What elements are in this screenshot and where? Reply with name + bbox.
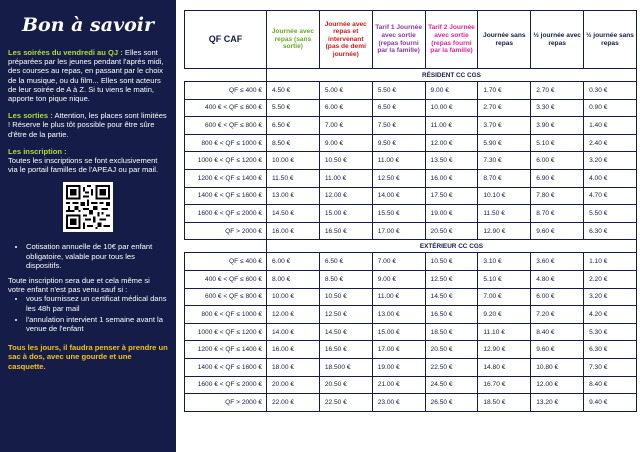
price-cell: 4.70 € [584, 187, 637, 205]
section-label: RÉSIDENT CC CGS [267, 69, 637, 82]
price-cell: 11.00 € [319, 169, 372, 187]
price-cell: 7.50 € [372, 117, 425, 135]
footer-note: Tous les jours, il faudra penser à prendre un sac à dos, avec une gourde et une casquette. [8, 343, 168, 371]
price-cell: 10.10 € [478, 187, 531, 205]
info-panel [0, 0, 176, 452]
price-cell: 16.50 € [319, 222, 372, 240]
price-cell: 6.30 € [584, 222, 637, 240]
price-cell: 12.50 € [372, 169, 425, 187]
table-row [185, 341, 637, 359]
price-cell: 16.50 € [425, 306, 478, 324]
price-cell: 20.50 € [319, 376, 372, 394]
qf-range-cell: 1400 € < QF ≤ 1600 € [185, 358, 267, 376]
qf-range-cell: 800 € < QF ≤ 1000 € [185, 134, 267, 152]
price-cell: 22.50 € [425, 358, 478, 376]
table-body [185, 69, 637, 412]
price-cell: 14.50 € [319, 323, 372, 341]
price-cell: 18.50 € [478, 394, 531, 412]
price-cell: 5.50 € [267, 99, 320, 117]
price-cell: 9.00 € [319, 134, 372, 152]
tarif-table [184, 10, 637, 412]
qf-range-cell: 1200 € < QF ≤ 1400 € [185, 169, 267, 187]
qf-range-cell: QF ≤ 400 € [185, 82, 267, 100]
qf-range-cell: 400 € < QF ≤ 600 € [185, 270, 267, 288]
price-cell: 3.60 € [531, 253, 584, 271]
price-cell: 14.00 € [372, 187, 425, 205]
price-cell: 24.50 € [425, 376, 478, 394]
price-cell: 5.00 € [319, 82, 372, 100]
sorties-paragraph [8, 111, 168, 139]
table-row [185, 82, 637, 100]
price-cell: 10.00 € [267, 152, 320, 170]
column-header: QF CAF [185, 11, 267, 69]
qf-range-cell: 600 € < QF ≤ 800 € [185, 117, 267, 135]
price-cell: 5.50 € [584, 205, 637, 223]
price-cell: 8.40 € [531, 323, 584, 341]
price-cell: 9.60 € [531, 341, 584, 359]
table-row [185, 358, 637, 376]
price-cell: 4.50 € [267, 82, 320, 100]
table-row [185, 394, 637, 412]
price-cell: 9.00 € [425, 82, 478, 100]
qr-code-container [8, 182, 168, 232]
price-cell: 11.50 € [478, 205, 531, 223]
price-cell: 11.00 € [372, 152, 425, 170]
table-row [185, 270, 637, 288]
price-cell: 13.50 € [425, 152, 478, 170]
table-row [185, 99, 637, 117]
price-cell: 3.70 € [478, 117, 531, 135]
price-cell: 14.50 € [425, 288, 478, 306]
price-cell: 9.50 € [372, 134, 425, 152]
price-cell: 2.70 € [531, 82, 584, 100]
price-cell: 16.50 € [319, 341, 372, 359]
price-cell: 5.90 € [478, 134, 531, 152]
tarif-table-container [184, 10, 636, 412]
soirees-paragraph [8, 48, 168, 103]
column-header: ½ journée sans repas [584, 11, 637, 69]
column-header: Journée avec repas (sans sortie) [267, 11, 320, 69]
price-cell: 7.00 € [478, 288, 531, 306]
price-cell: 18.50 € [425, 323, 478, 341]
price-cell: 18.500 € [319, 358, 372, 376]
table-row [185, 306, 637, 324]
table-row [185, 117, 637, 135]
sorties-text: Attention, les places sont limitées ! Réserve le plus tôt possible pour être sûre d'être de la partie. [8, 111, 167, 139]
price-cell: 21.00 € [372, 376, 425, 394]
price-cell: 8.70 € [531, 205, 584, 223]
price-cell: 6.50 € [319, 253, 372, 271]
price-cell: 12.00 € [531, 376, 584, 394]
price-cell: 8.00 € [267, 270, 320, 288]
qf-range-cell: 1000 € < QF ≤ 1200 € [185, 323, 267, 341]
price-cell: 6.00 € [531, 152, 584, 170]
sorties-heading: Les sorties : [8, 111, 53, 121]
price-cell: 3.20 € [584, 288, 637, 306]
price-cell: 10.00 € [267, 288, 320, 306]
price-cell: 17.00 € [372, 341, 425, 359]
price-cell: 11.50 € [267, 169, 320, 187]
price-cell: 15.00 € [319, 205, 372, 223]
column-header: Journée avec repas et intervenant (pas de demi journée) [319, 11, 372, 69]
price-cell: 20.00 € [267, 376, 320, 394]
price-cell: 4.00 € [584, 169, 637, 187]
price-cell: 4.80 € [531, 270, 584, 288]
table-row [185, 222, 637, 240]
price-cell: 12.90 € [478, 222, 531, 240]
price-cell: 5.10 € [531, 134, 584, 152]
price-cell: 14.00 € [267, 323, 320, 341]
qf-range-cell: 1000 € < QF ≤ 1200 € [185, 152, 267, 170]
price-cell: 11.00 € [372, 288, 425, 306]
price-cell: 5.50 € [372, 82, 425, 100]
price-cell: 9.40 € [584, 394, 637, 412]
price-cell: 10.80 € [531, 358, 584, 376]
price-cell: 9.20 € [478, 306, 531, 324]
price-cell: 10.50 € [425, 253, 478, 271]
qr-code-icon[interactable] [63, 182, 113, 232]
qf-range-cell: 1400 € < QF ≤ 1600 € [185, 187, 267, 205]
price-cell: 2.40 € [584, 134, 637, 152]
price-cell: 7.30 € [584, 358, 637, 376]
price-cell: 11.00 € [425, 117, 478, 135]
cotisation-list [26, 242, 168, 270]
price-cell: 3.90 € [531, 117, 584, 135]
price-cell: 23.00 € [372, 394, 425, 412]
price-cell: 15.00 € [372, 323, 425, 341]
price-cell: 16.00 € [425, 169, 478, 187]
price-cell: 12.00 € [425, 134, 478, 152]
table-row [185, 253, 637, 271]
table-row [185, 205, 637, 223]
price-cell: 16.00 € [267, 222, 320, 240]
price-cell: 9.60 € [531, 222, 584, 240]
price-cell: 5.30 € [584, 323, 637, 341]
price-cell: 8.50 € [267, 134, 320, 152]
price-cell: 10.50 € [319, 152, 372, 170]
price-cell: 22.00 € [267, 394, 320, 412]
price-cell: 4.20 € [584, 306, 637, 324]
price-cell: 19.00 € [372, 358, 425, 376]
price-cell: 7.00 € [372, 253, 425, 271]
price-cell: 22.50 € [319, 394, 372, 412]
table-row [185, 134, 637, 152]
price-cell: 13.00 € [372, 306, 425, 324]
cotisation-item: • Cotisation annuelle de 10€ par enfant obligatoire, valable pour tous les dispositifs. [26, 242, 168, 270]
price-cell: 20.50 € [425, 222, 478, 240]
price-cell: 6.50 € [267, 117, 320, 135]
price-cell: 6.30 € [584, 341, 637, 359]
price-cell: 13.00 € [267, 187, 320, 205]
price-cell: 8.70 € [478, 169, 531, 187]
qf-range-cell: QF > 2000 € [185, 222, 267, 240]
price-cell: 0.30 € [584, 82, 637, 100]
price-cell: 13.20 € [531, 394, 584, 412]
table-row [185, 152, 637, 170]
qf-range-cell: 1600 € < QF ≤ 2000 € [185, 376, 267, 394]
price-cell: 10.50 € [319, 288, 372, 306]
qf-range-cell: 800 € < QF ≤ 1000 € [185, 306, 267, 324]
price-cell: 20.50 € [425, 341, 478, 359]
inscription-text: Toutes les inscriptions se font exclusivement via le portail familles de l'APEAJ ou par mail. [8, 156, 159, 175]
section-row [185, 69, 637, 82]
price-cell: 19.00 € [425, 205, 478, 223]
price-cell: 6.90 € [531, 169, 584, 187]
inscription-heading: Les inscription : [8, 146, 67, 156]
price-cell: 12.00 € [319, 187, 372, 205]
price-cell: 12.50 € [319, 306, 372, 324]
table-row [185, 376, 637, 394]
price-cell: 7.80 € [531, 187, 584, 205]
qf-range-cell: 1600 € < QF ≤ 2000 € [185, 205, 267, 223]
section-label: EXTÉRIEUR CC CGS [267, 240, 637, 253]
price-cell: 3.10 € [478, 253, 531, 271]
inscription-paragraph [8, 147, 168, 175]
price-cell: 15.50 € [372, 205, 425, 223]
soirees-heading: Les soirées du vendredi au QJ : [8, 48, 123, 57]
conditions-intro: Toute inscription sera due et cela même si votre enfant n'est pas venu sauf si : [8, 276, 150, 295]
price-cell: 6.00 € [267, 253, 320, 271]
section-spacer [185, 240, 267, 253]
price-cell: 17.00 € [372, 222, 425, 240]
column-header: Journée sans repas [478, 11, 531, 69]
column-header: ½ journée avec repas [531, 11, 584, 69]
qf-range-cell: 400 € < QF ≤ 600 € [185, 99, 267, 117]
price-cell: 6.50 € [372, 99, 425, 117]
price-cell: 12.50 € [425, 270, 478, 288]
price-cell: 7.20 € [531, 306, 584, 324]
price-cell: 3.20 € [584, 152, 637, 170]
price-cell: 14.50 € [267, 205, 320, 223]
price-cell: 16.70 € [478, 376, 531, 394]
price-cell: 12.90 € [478, 341, 531, 359]
column-header: Tarif 2 Journée avec sortie (repas fourni par la famille) [425, 11, 478, 69]
price-cell: 7.00 € [319, 117, 372, 135]
section-row [185, 240, 637, 253]
price-cell: 2.70 € [478, 99, 531, 117]
price-cell: 1.10 € [584, 253, 637, 271]
price-cell: 8.40 € [584, 376, 637, 394]
price-cell: 26.50 € [425, 394, 478, 412]
price-cell: 2.20 € [584, 270, 637, 288]
price-cell: 6.00 € [531, 288, 584, 306]
table-header-row [185, 11, 637, 69]
price-cell: 14.80 € [478, 358, 531, 376]
price-cell: 7.30 € [478, 152, 531, 170]
table-row [185, 288, 637, 306]
price-cell: 6.00 € [319, 99, 372, 117]
qf-range-cell: 1200 € < QF ≤ 1400 € [185, 341, 267, 359]
section-spacer [185, 69, 267, 82]
price-cell: 1.70 € [478, 82, 531, 100]
price-cell: 3.30 € [531, 99, 584, 117]
price-cell: 18.00 € [267, 358, 320, 376]
qf-range-cell: QF > 2000 € [185, 394, 267, 412]
qf-range-cell: 600 € < QF ≤ 800 € [185, 288, 267, 306]
price-cell: 1.40 € [584, 117, 637, 135]
panel-title: Bon à savoir [21, 14, 155, 36]
conditions-list [26, 294, 168, 333]
soirees-text: Elles sont préparées par les jeunes pendant l'après midi, des courses au repas, en passant par le choix de la musique, ou du film... Elles sont acteurs de leur soirée de A à Z. Si tu viens le matin, apporte ton pique nique. [8, 48, 164, 104]
price-cell: 0.90 € [584, 99, 637, 117]
condition-annulation: • l'annulation intervient 1 semaine avant la venue de l'enfant [26, 315, 168, 333]
column-header: Tarif 1 Journée avec sortie (repas fourni par la famille) [372, 11, 425, 69]
price-cell: 12.00 € [267, 306, 320, 324]
price-cell: 11.10 € [478, 323, 531, 341]
condition-certificat: • vous fournissez un certificat médical dans les 48h par mail [26, 294, 168, 312]
table-row [185, 187, 637, 205]
price-cell: 10.00 € [425, 99, 478, 117]
table-row [185, 323, 637, 341]
qf-range-cell: QF ≤ 400 € [185, 253, 267, 271]
price-cell: 17.50 € [425, 187, 478, 205]
table-row [185, 169, 637, 187]
price-cell: 5.10 € [478, 270, 531, 288]
price-cell: 16.00 € [267, 341, 320, 359]
price-cell: 9.00 € [372, 270, 425, 288]
price-cell: 8.50 € [319, 270, 372, 288]
